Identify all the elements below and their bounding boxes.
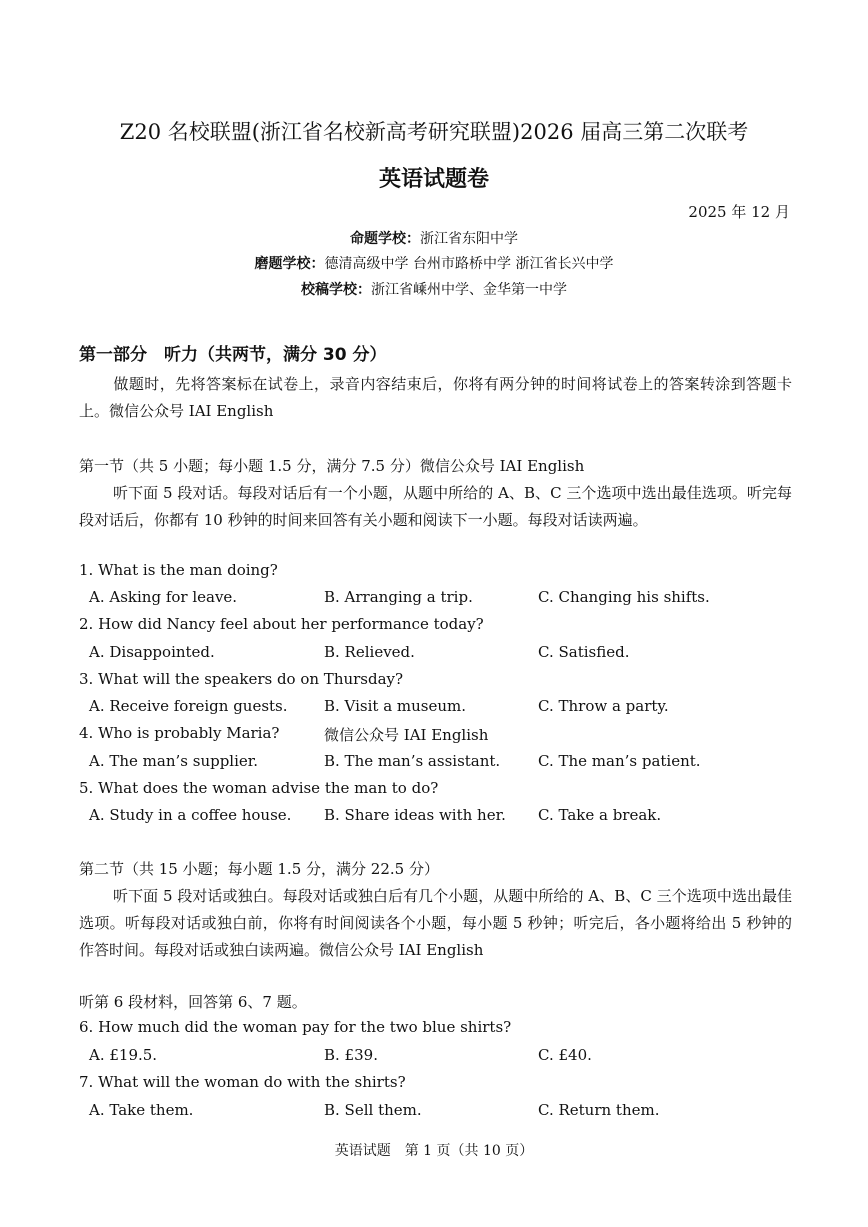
question-2: 2. How did Nancy feel about her performance today? (79, 615, 484, 633)
school-value: 浙江省嵊州中学、金华第一中学 (371, 282, 567, 298)
q1-option-a: A. Asking for leave. (89, 588, 238, 606)
question-6: 6. How much did the woman pay for the two blue shirts? (79, 1018, 512, 1036)
q7-option-a: A. Take them. (89, 1101, 194, 1119)
q2-option-b: B. Relieved. (324, 643, 415, 661)
q5-option-c: C. Take a break. (538, 806, 662, 824)
section2-heading: 第二节（共 15 小题；每小题 1.5 分，满分 22.5 分） (79, 860, 439, 878)
question-7: 7. What will the woman do with the shirts? (79, 1073, 406, 1091)
question-1: 1. What is the man doing? (79, 561, 278, 579)
q3-option-b: B. Visit a museum. (324, 697, 467, 715)
q6-option-a: A. £19.5. (89, 1046, 158, 1064)
school-label: 校稿学校： (301, 282, 371, 298)
q4-option-a: A. The man’s supplier. (89, 752, 259, 770)
q1-option-c: C. Changing his shifts. (538, 588, 710, 606)
q2-option-a: A. Disappointed. (89, 643, 215, 661)
q5-option-a: A. Study in a coffee house. (89, 806, 292, 824)
school-value: 浙江省东阳中学 (420, 231, 518, 247)
school-value: 德清高级中学 台州市路桥中学 浙江省长兴中学 (324, 256, 614, 272)
section1-heading: 第一节（共 5 小题；每小题 1.5 分，满分 7.5 分）微信公众号 IAI English (79, 457, 585, 475)
section2-instructions: 听下面 5 段对话或独白。每段对话或独白后有几个小题，从题中所给的 A、B、C 三个选项中选出最佳选项。听每段对话或独白前，你将有时间阅读各个小题，每小题 5 秒钟；听完后，各小题将给出 5 秒钟的作答时间。每段对话或独白读两遍。微信公众号 IAI English (79, 887, 792, 959)
page-footer: 英语试题 第 1 页（共 10 页） (334, 1143, 534, 1159)
material-note: 听第 6 段材料，回答第 6、7 题。 (79, 993, 307, 1011)
part1-heading: 第一部分 听力（共两节，满分 30 分） (79, 345, 387, 365)
q4-option-c: C. The man’s patient. (538, 752, 701, 770)
school-line-proposer (0, 228, 868, 248)
q1-option-b: B. Arranging a trip. (324, 588, 473, 606)
school-label: 命题学校： (350, 231, 420, 247)
q3-option-c: C. Throw a party. (538, 697, 669, 715)
q7-option-b: B. Sell them. (324, 1101, 422, 1119)
q7-option-c: C. Return them. (538, 1101, 660, 1119)
exam-date: 2025 年 12 月 (688, 203, 790, 221)
school-line-proofreader (0, 279, 868, 299)
school-line-reviewer (0, 253, 868, 273)
q6-option-b: B. £39. (324, 1046, 378, 1064)
q5-option-b: B. Share ideas with her. (324, 806, 506, 824)
exam-subtitle: 英语试题卷 (378, 167, 489, 192)
school-label: 磨题学校： (254, 256, 325, 272)
q3-option-a: A. Receive foreign guests. (89, 697, 288, 715)
q4-option-b: B. The man’s assistant. (324, 752, 501, 770)
question-5: 5. What does the woman advise the man to do? (79, 779, 439, 797)
section1-instructions: 听下面 5 段对话。每段对话后有一个小题，从题中所给的 A、B、C 三个选项中选出最佳选项。听完每段对话后，你都有 10 秒钟的时间来回答有关小题和阅读下一小题。每段对话读两遍。 (79, 484, 792, 529)
part1-intro: 做题时，先将答案标在试卷上，录音内容结束后，你将有两分钟的时间将试卷上的答案转涂到答题卡上。微信公众号 IAI English (79, 375, 792, 420)
q2-option-c: C. Satisfied. (538, 643, 630, 661)
exam-title: Z20 名校联盟(浙江省名校新高考研究联盟)2026 届高三第二次联考 (119, 120, 749, 144)
q4-note: 微信公众号 IAI English (324, 726, 489, 744)
q6-option-c: C. £40. (538, 1046, 592, 1064)
question-4: 4. Who is probably Maria? (79, 724, 280, 742)
question-3: 3. What will the speakers do on Thursday? (79, 670, 404, 688)
